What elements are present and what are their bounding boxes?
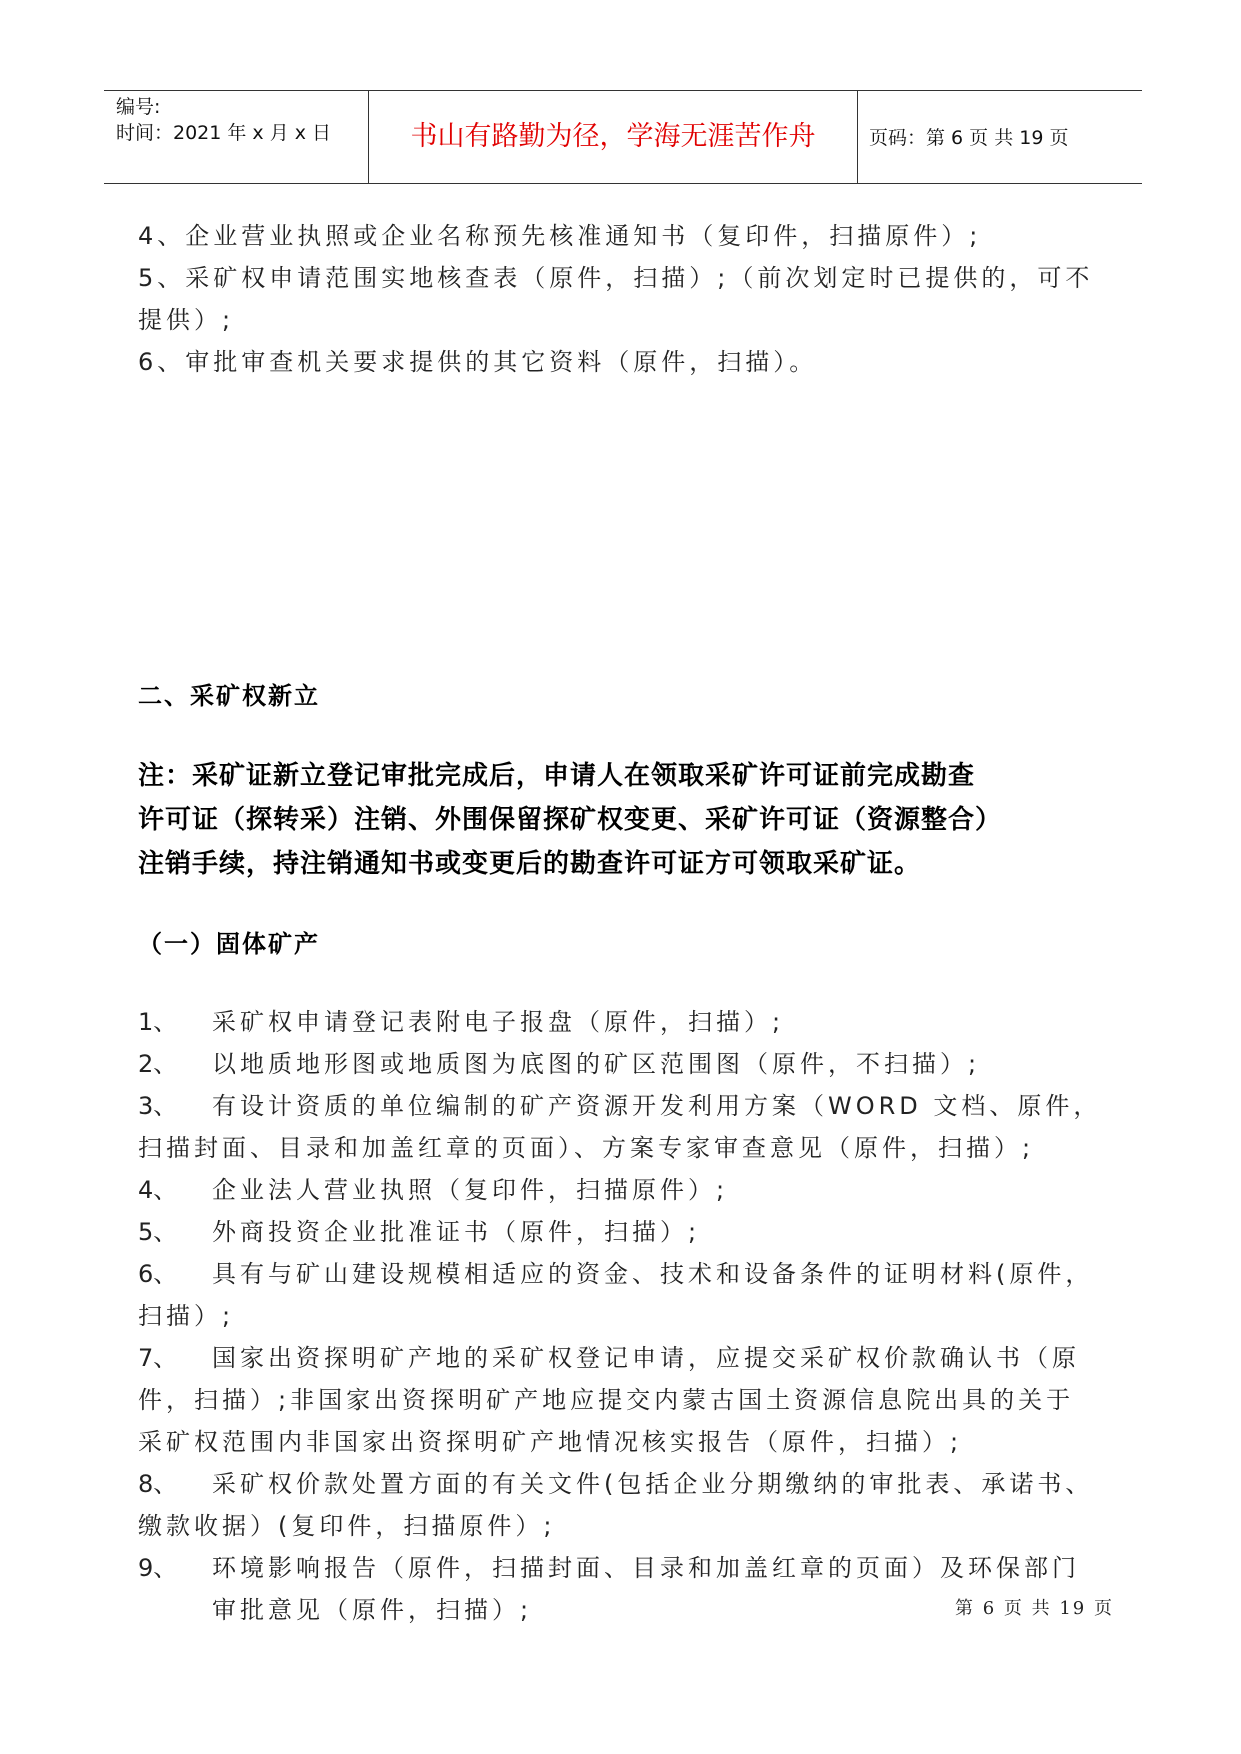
item-line: 国家出资探明矿产地的采矿权登记申请，应提交采矿权价款确认书（原 <box>212 1344 1080 1372</box>
item-number: 9、 <box>138 1554 178 1582</box>
item-number: 8、 <box>138 1470 178 1498</box>
page-footer: 第 6 页 共 19 页 <box>955 1598 1114 1619</box>
item-number: 3、 <box>138 1092 178 1120</box>
note-line: 许可证（探转采）注销、外围保留探矿权变更、采矿许可证（资源整合） <box>138 805 1003 835</box>
page-info: 页码：第 6 页 共 19 页 <box>869 127 1069 149</box>
item-number: 5、 <box>138 1218 178 1246</box>
item-line: 采矿权申请登记表附电子报盘（原件，扫描）; <box>212 1008 785 1036</box>
header-left-cell <box>104 91 368 183</box>
item-line: 审批意见（原件，扫描）; <box>212 1596 533 1624</box>
list-item-line: 6、审批审查机关要求提供的其它资料（原件，扫描）。 <box>138 348 818 376</box>
note-line: 注：采矿证新立登记审批完成后，申请人在领取采矿许可证前完成勘查 <box>138 761 976 791</box>
item-number: 6、 <box>138 1260 178 1288</box>
time-label: 时间：2021 年 x 月 x 日 <box>116 122 332 144</box>
item-line: 件，扫描）;非国家出资探明矿产地应提交内蒙古国土资源信息院出具的关于 <box>138 1386 1075 1414</box>
item-line: 企业法人营业执照（复印件，扫描原件）; <box>212 1176 729 1204</box>
item-line: 以地质地形图或地质图为底图的矿区范围图（原件，不扫描）; <box>212 1050 981 1078</box>
subsection-title: （一）固体矿产 <box>138 930 320 958</box>
item-number: 7、 <box>138 1344 178 1372</box>
header-right-cell <box>857 91 1142 183</box>
item-line: 有设计资质的单位编制的矿产资源开发利用方案（WORD 文档、原件， <box>212 1092 1102 1120</box>
page-header <box>104 90 1142 184</box>
number-label: 编号: <box>116 96 161 118</box>
item-line: 扫描）; <box>138 1302 235 1330</box>
item-number: 2、 <box>138 1050 178 1078</box>
list-item-line: 5、采矿权申请范围实地核查表（原件，扫描）;（前次划定时已提供的，可不 <box>138 264 1094 292</box>
item-line: 环境影响报告（原件，扫描封面、目录和加盖红章的页面）及环保部门 <box>212 1554 1080 1582</box>
item-number: 1、 <box>138 1008 178 1036</box>
item-number: 4、 <box>138 1176 178 1204</box>
list-item-line: 提供）; <box>138 306 235 334</box>
item-line: 采矿权范围内非国家出资探明矿产地情况核实报告（原件，扫描）; <box>138 1428 963 1456</box>
list-item-line: 4、企业营业执照或企业名称预先核准通知书（复印件，扫描原件）; <box>138 222 982 250</box>
motto: 书山有路勤为径，学海无涯苦作舟 <box>410 121 816 152</box>
note-line: 注销手续，持注销通知书或变更后的勘查许可证方可领取采矿证。 <box>138 849 922 879</box>
item-line: 外商投资企业批准证书（原件，扫描）; <box>212 1218 701 1246</box>
section-title: 二、采矿权新立 <box>138 682 320 710</box>
item-line: 缴款收据）(复印件，扫描原件）; <box>138 1512 556 1540</box>
item-line: 扫描封面、目录和加盖红章的页面）、方案专家审查意见（原件，扫描）; <box>138 1134 1035 1162</box>
item-line: 具有与矿山建设规模相适应的资金、技术和设备条件的证明材料(原件， <box>212 1260 1094 1288</box>
header-mid-cell <box>368 91 858 183</box>
item-line: 采矿权价款处置方面的有关文件(包括企业分期缴纳的审批表、承诺书、 <box>212 1470 1094 1498</box>
